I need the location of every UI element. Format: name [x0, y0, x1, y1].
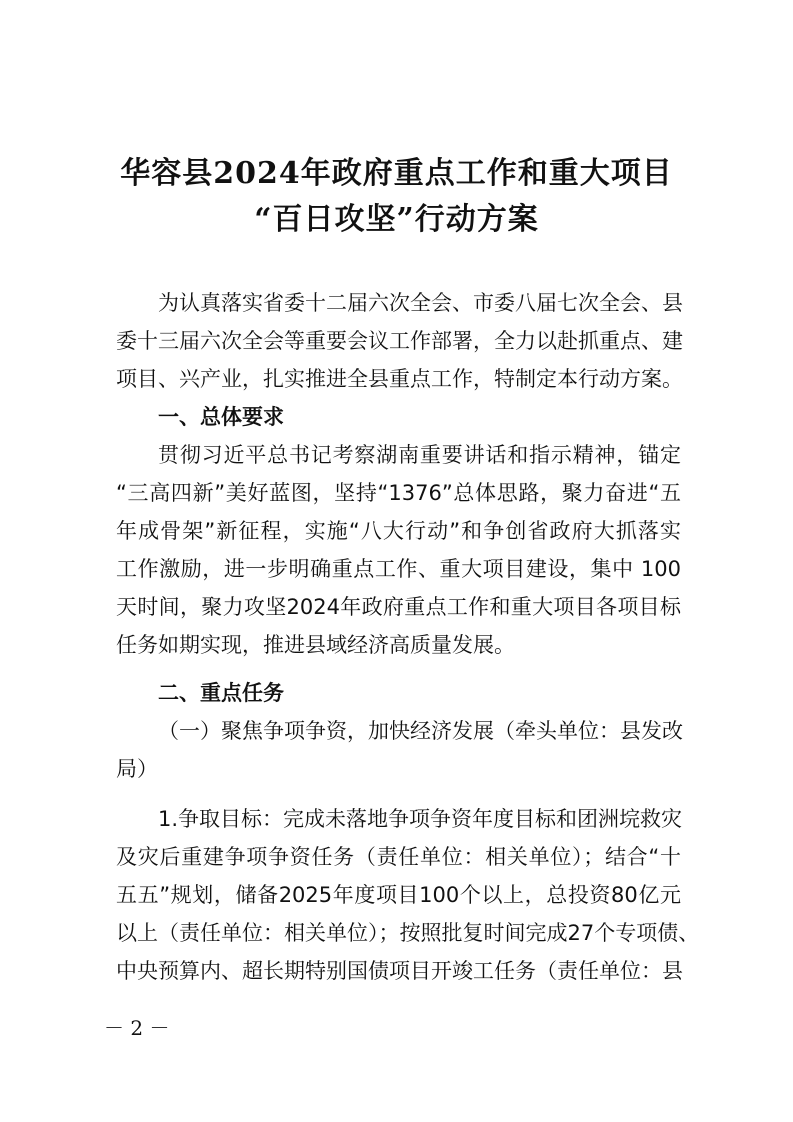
item-line: 以上（责任单位：相关单位）；按照批复时间完成27个专项债、	[116, 921, 700, 945]
section1-line: 年成骨架”新征程，实施“八大行动”和争创省政府大抓落实	[116, 519, 681, 543]
document-title-line-1: 华容县2024年政府重点工作和重大项目	[120, 156, 673, 191]
section1-line: 天时间，聚力攻坚2024年政府重点工作和重大项目各项目标	[116, 595, 681, 619]
intro-line: 委十三届六次全会等重要会议工作部署，全力以赴抓重点、建	[116, 329, 683, 353]
item-line: 五五”规划，储备2025年度项目100个以上，总投资80亿元	[116, 883, 681, 907]
section1-line: 工作激励，进一步明确重点工作、重大项目建设，集中 100	[116, 557, 681, 581]
item-line: 及灾后重建争项争资任务（责任单位：相关单位）；结合“十	[116, 845, 681, 869]
document-title-line-2: “百日攻坚”行动方案	[254, 202, 539, 237]
intro-line: 为认真落实省委十二届六次全会、市委八届七次全会、县	[158, 291, 683, 315]
subsection-heading: （一）聚焦争项争资，加快经济发展（牵头单位：县发改	[158, 719, 683, 743]
item-line: 1.争取目标：完成未落地争项争资年度目标和团洲垸救灾	[158, 807, 683, 831]
page-number: － 2 －	[104, 1016, 170, 1040]
section1-line: 贯彻习近平总书记考察湖南重要讲话和指示精神，锚定	[158, 443, 681, 467]
section1-line: 任务如期实现，推进县域经济高质量发展。	[116, 633, 515, 657]
section-heading-overall-requirements: 一、总体要求	[158, 405, 284, 429]
intro-line: 项目、兴产业，扎实推进全县重点工作，特制定本行动方案。	[116, 367, 683, 391]
subsection-heading: 局）	[116, 757, 158, 781]
section1-line: “三高四新”美好蓝图，坚持“1376”总体思路，聚力奋进“五	[116, 481, 681, 505]
section-heading-key-tasks: 二、重点任务	[158, 681, 284, 705]
item-line: 中央预算内、超长期特别国债项目开竣工任务（责任单位：县	[116, 959, 683, 983]
